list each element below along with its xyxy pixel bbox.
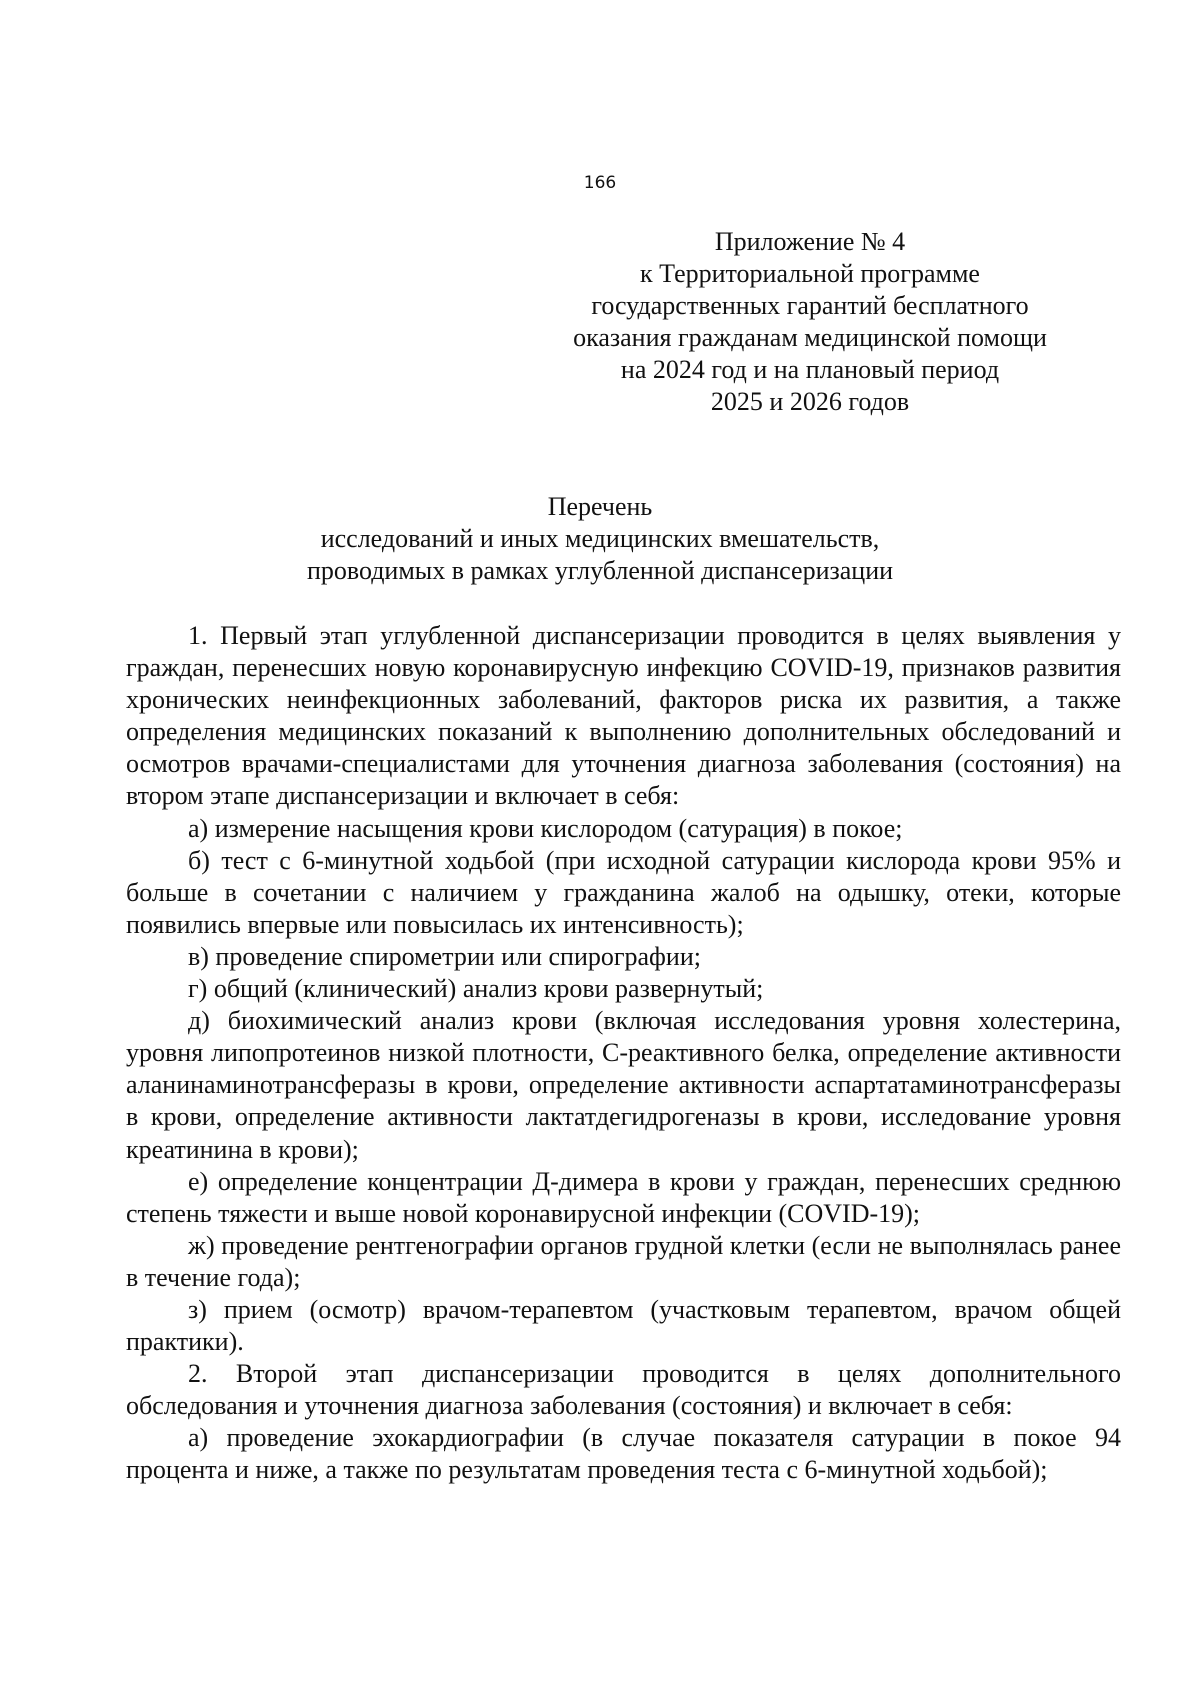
list-item-e: е) определение концентрации Д-димера в крови у граждан, перенесших среднюю степень тяжести и выше новой коронавирусной инфекции (COVID-19); xyxy=(126,1166,1121,1228)
appendix-line: на 2024 год и на плановый период xyxy=(620,355,1000,384)
page-number: 166 xyxy=(583,173,617,193)
appendix-line: Приложение № 4 xyxy=(714,227,906,256)
list-item-z: з) прием (осмотр) врачом-терапевтом (участковым терапевтом, врачом общей практики). xyxy=(126,1294,1121,1357)
paragraph-stage-1: 1. Первый этап углубленной диспансеризации проводится в целях выявления у граждан, перенесших новую коронавирусную инфекцию COVID-19, признаков развития хронических неинфекционных заболеваний, факторов риска их развития, а также определения медицинских показаний к выполнению дополнительных обследований и осмотров врачами-специалистами для уточнения диагноза заболевания (состояния) на втором этапе диспансеризации и включает в себя: xyxy=(126,621,1121,811)
list-item-a-stage-2: а) проведение эхокардиографии (в случае показателя сатурации в покое 94 процента и ниже, а также по результатам проведения теста с 6-минутной ходьбой); xyxy=(126,1423,1121,1485)
appendix-line: государственных гарантий бесплатного xyxy=(591,291,1029,320)
list-item-a: а) измерение насыщения крови кислородом (сатурация) в покое; xyxy=(188,813,903,843)
appendix-line: оказания гражданам медицинской помощи xyxy=(573,323,1047,352)
list-item-b: б) тест с 6-минутной ходьбой (при исходной сатурации кислорода крови 95% и больше в сочетании с наличием у гражданина жалоб на одышку, отеки, которые появились впервые или повысилась их интенсивность); xyxy=(126,845,1121,939)
list-item-d: д) биохимический анализ крови (включая исследования уровня холестерина, уровня липопротеинов низкой плотности, С-реактивного белка, определение активности аланинаминотрансферазы в крови, определение активности аспартатаминотрансферазы в крови, определение активности лактатдегидрогеназы в крови, исследование уровня креатинина в крови); xyxy=(126,1006,1121,1164)
list-item-g: г) общий (клинический) анализ крови развернутый; xyxy=(188,974,764,1004)
appendix-header xyxy=(530,226,1090,418)
document-title xyxy=(0,491,1200,587)
paragraph-stage-2: 2. Второй этап диспансеризации проводится в целях дополнительного обследования и уточнения диагноза заболевания (состояния) и включает в себя: xyxy=(126,1359,1121,1421)
list-item-v: в) проведение спирометрии или спирографии; xyxy=(188,941,701,971)
title-line: проводимых в рамках углубленной диспансеризации xyxy=(306,556,894,585)
appendix-line: 2025 и 2026 годов xyxy=(710,387,910,416)
title-line: исследований и иных медицинских вмешательств, xyxy=(320,524,880,553)
appendix-line: к Территориальной программе xyxy=(640,259,980,288)
title-line: Перечень xyxy=(547,492,653,521)
document-body xyxy=(126,620,1121,1487)
list-item-zh: ж) проведение рентгенографии органов грудной клетки (если не выполнялась ранее в течение года); xyxy=(126,1230,1121,1292)
